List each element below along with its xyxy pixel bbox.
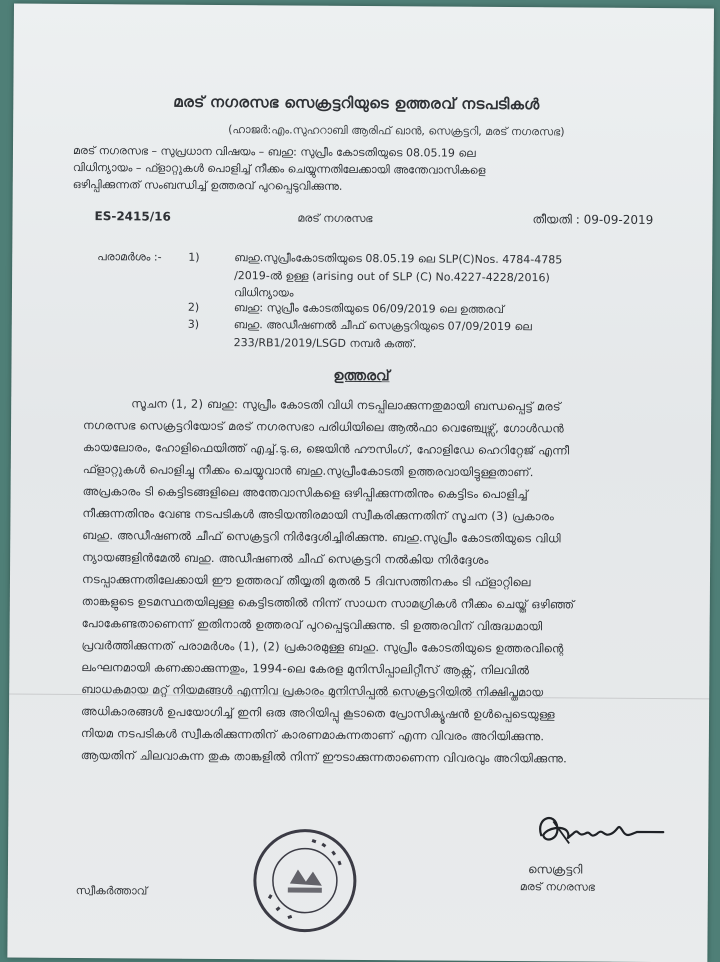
reference-number-label: 1): [188, 250, 200, 264]
body-line: നിയമ നടപടികൾ സ്വീകരിക്കുന്നതിന് കാരണമാകുന്നതാണ് എന്ന വിവരം അറിയിക്കുന്നു.: [80, 726, 545, 744]
document-title: മരട് നഗരസഭ സെക്രട്ടറിയുടെ ഉത്തരവ് നടപടികൾ: [173, 92, 540, 114]
subject-line: വിധിന്യായം – ഫ്ളാറ്റുകൾ പൊളിച്ച് നീക്കം ചെയ്യുന്നതിലേക്കായി അന്തേവാസികളെ: [72, 160, 486, 177]
subject-line: മരട് നഗരസഭ – സുപ്രധാന വിഷയം – ബഹു: സുപ്രീം കോടതിയുടെ 08.05.19 ലെ: [72, 143, 476, 160]
officer-line: (ഹാജർ:എം.സുഹറാബി ആരിഫ് ഖാൻ, സെക്രട്ടറി, മരട് നഗരസഭ): [228, 123, 565, 139]
signatory-office: മരട് നഗരസഭ: [519, 880, 595, 894]
receiver-label: സ്വീകർത്താവ്: [75, 884, 148, 898]
body-line: ഫ്ളാറ്റുകൾ പൊളിച്ചു നീക്കം ചെയ്യുവാൻ ബഹു.സുപ്രീംകോടതി ഉത്തരവായിട്ടുള്ളതാണ്.: [82, 462, 534, 480]
body-line: ബഹു. അഡീഷണൽ ചീഫ് സെക്രട്ടറി നിർദ്ദേശിച്ചിരിക്കുന്നു. ബഹു.സുപ്രീം കോടതിയുടെ വിധി: [82, 528, 561, 546]
document-page: [7, 4, 714, 962]
body-line: അധികാരങ്ങൾ ഉപയോഗിച്ച് ഇനി ഒരു അറിയിപ്പു കൂടാതെ പ്രോസിക്യൂഷൻ ഉൾപ്പെടെയുള്ള: [81, 704, 555, 722]
office-name: മരട് നഗരസഭ: [297, 211, 373, 226]
body-line: കായലോരം, ഹോളിഫെയിത്ത് എച്ച്.ടു.ഒ, ജെയിൻ ഹൗസിംഗ്, ഹോളിഡേ ഹെറിറ്റേജ് എന്നീ: [82, 440, 570, 458]
body-line: പോകേണ്ടതാണെന്ന് ഇതിനാൽ ഉത്തരവ് പുറപ്പെടുവിക്കുന്നു. ടി ഉത്തരവിന് വിരുദ്ധമായി: [81, 616, 543, 634]
signature-icon: [533, 807, 668, 853]
reference-line: ബഹു. അഡീഷണൽ ചീഫ് സെക്രട്ടറിയുടെ 07/09/2019 ലെ: [233, 318, 532, 334]
reference-line: വിധിന്യായം: [233, 286, 294, 300]
reference-line: ബഹു: സുപ്രീം കോടതിയുടെ 06/09/2019 ലെ ഉത്തരവ്: [233, 301, 505, 316]
reference-line: /2019-ൽ ഉള്ള (arising out of SLP (C) No.4227-4228/2016): [234, 269, 550, 285]
order-heading: ഉത്തരവ്: [333, 367, 390, 385]
signatory-title: സെക്രട്ടറി: [527, 862, 583, 877]
body-line: അപ്രകാരം ടി കെട്ടിടങ്ങളിലെ അന്തേവാസികളെ ഒഴിപ്പിക്കുന്നതിനും കെട്ടിടം പൊളിച്ച്: [82, 484, 529, 502]
body-line: നഗരസഭ സെക്രട്ടറിയോട് മരട് നഗരസഭാ പരിധിയിലെ ആൽഫാ വെഞ്ച്വേഴ്സ്, ഗോൾഡൻ: [83, 418, 564, 436]
reference-number: ES-2415/16: [94, 209, 171, 224]
body-line: ലംഘനമായി കണക്കാക്കുന്നതും, 1994-ലെ കേരള മുനിസിപ്പാലിറ്റീസ് ആക്റ്റ്, നിലവിൽ: [81, 660, 530, 678]
reference-line: 233/RB1/2019/LSGD നമ്പർ കത്ത്.: [233, 336, 417, 351]
order-date: തീയതി : 09-09-2019: [532, 212, 654, 228]
reference-number-label: 3): [187, 317, 200, 331]
municipal-seal-icon: [250, 825, 361, 936]
body-line: ന്യായങ്ങളിൻമേൽ ബഹു. അഡീഷണൽ ചീഫ് സെക്രട്ടറി നൽകിയ നിർദ്ദേശം: [82, 550, 489, 567]
subject-line: ഒഴിപ്പിക്കുന്നത് സംബന്ധിച്ച് ഉത്തരവ് പുറപ്പെടുവിക്കുന്നു.: [72, 177, 343, 193]
reference-number-label: 2): [187, 300, 200, 314]
body-line: ബാധകമായ മറ്റ് നിയമങ്ങൾ എന്നിവ പ്രകാരം മുനിസിപ്പൽ സെക്രട്ടറിയിൽ നിക്ഷിപ്തമായ: [81, 682, 544, 700]
body-line: നീക്കുന്നതിനും വേണ്ട നടപടികൾ അടിയന്തിരമായി സ്വീകരിക്കുന്നതിന് സൂചന (3) പ്രകാരം: [82, 506, 555, 524]
body-line: പ്രവർത്തിക്കുന്നത് പരാമർശം (1), (2) പ്രകാരമുള്ള ബഹു. സുപ്രീം കോടതിയുടെ ഉത്തരവിന്റെ: [81, 638, 564, 656]
reference-line: ബഹു.സുപ്രീംകോടതിയുടെ 08.05.19 ലെ SLP(C)Nos. 4784-4785: [234, 251, 563, 267]
body-line: സൂചന (1, 2) ബഹു: സുപ്രീം കോടതി വിധി നടപ്പിലാക്കുന്നതുമായി ബന്ധപ്പെട്ട് മരട്: [131, 396, 561, 414]
body-line: താങ്കളുടെ ഉടമസ്ഥതയിലുള്ള കെട്ടിടത്തിൽ നിന്ന് സാധന സാമഗ്രികൾ നീക്കം ചെയ്ത് ഒഴിഞ്ഞ്: [81, 594, 575, 612]
body-line: ആയതിന് ചിലവാകുന്ന തുക താങ്കളിൽ നിന്ന് ഈടാക്കുന്നതാണെന്ന വിവരവും അറിയിക്കുന്നു.: [80, 748, 568, 766]
references-heading: പരാമർശം :-: [97, 250, 162, 264]
body-line: നടപ്പാക്കുന്നതിലേക്കായി ഈ ഉത്തരവ് തീയ്യതി മുതൽ 5 ദിവസത്തിനകം ടി ഫ്ളാറ്റിലെ: [81, 572, 531, 590]
